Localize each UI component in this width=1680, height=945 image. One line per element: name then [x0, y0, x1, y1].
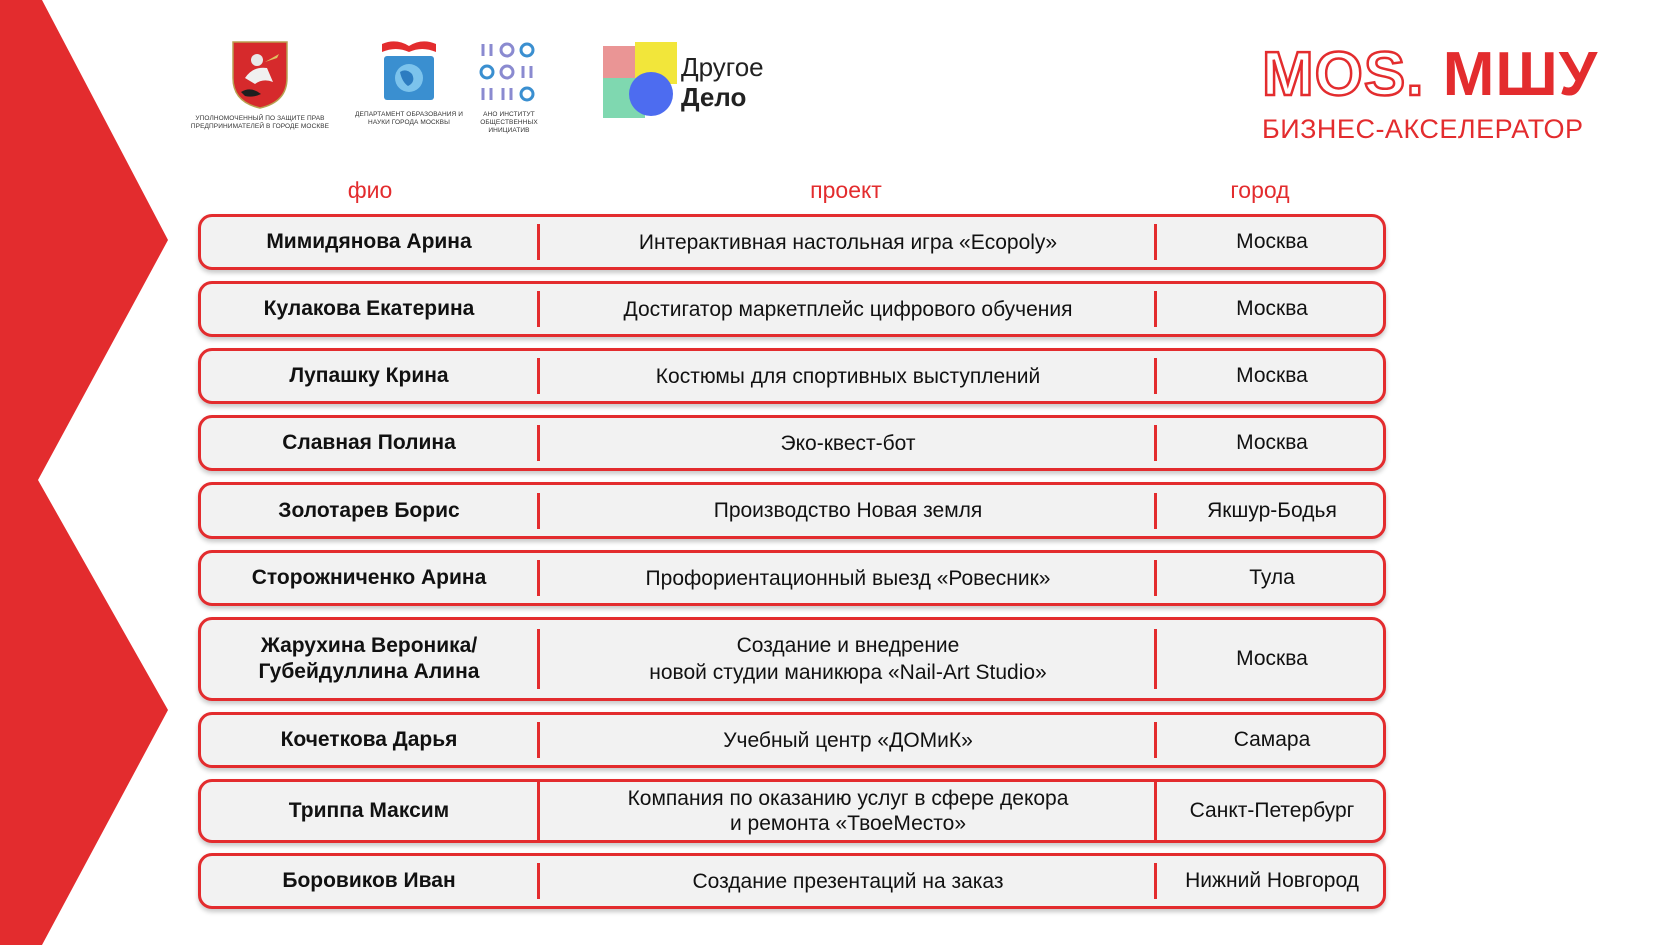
row-project: Эко-квест-бот [780, 431, 916, 455]
header-fio: фио [347, 177, 393, 203]
table-row [198, 550, 1386, 606]
divider [1154, 358, 1157, 394]
row-fio: Мимидянова Арина [266, 230, 472, 253]
table-row [198, 617, 1386, 701]
row-city: Москва [1236, 647, 1308, 670]
moscow-coat-of-arms-icon [223, 38, 297, 110]
divider [537, 224, 540, 260]
table-row [198, 415, 1386, 471]
ano-logo-caption: АНО ИНСТИТУТ ОБЩЕСТВЕННЫХ ИНИЦИАТИВ [480, 111, 538, 134]
row-city: Нижний Новгород [1185, 869, 1359, 892]
row-project: Учебный центр «ДОМиК» [723, 728, 973, 752]
row-city: Москва [1236, 364, 1308, 387]
row-city: Москва [1236, 230, 1308, 253]
table-row [198, 779, 1386, 843]
divider [1154, 781, 1157, 841]
header-project: проект [810, 177, 882, 203]
divider [537, 560, 540, 596]
divider [1154, 493, 1157, 529]
divider [537, 425, 540, 461]
table-row [198, 214, 1386, 270]
education-department-logo [350, 38, 468, 127]
row-fio: Кулакова Екатерина [263, 297, 475, 320]
mos-mshu-brand [1262, 40, 1642, 145]
row-project: Производство Новая земля [713, 499, 983, 522]
row-project: Интерактивная настольная игра «Ecopoly» [638, 230, 1058, 254]
row-fio: Золотарев Борис [278, 498, 460, 522]
row-city: Москва [1236, 431, 1308, 454]
divider [537, 493, 540, 529]
colored-squares-icon [601, 40, 681, 120]
divider [1154, 629, 1157, 689]
row-fio: Кочеткова Дарья [280, 728, 458, 751]
table-row [198, 482, 1386, 539]
brand-subtitle: БИЗНЕС-АКСЕЛЕРАТОР [1262, 114, 1584, 144]
divider [537, 358, 540, 394]
delo-line2: Дело [681, 82, 747, 112]
row-fio: Жарухина Вероника/ Губейдуллина Алина [258, 634, 480, 683]
ano-institute-logo [470, 38, 548, 135]
row-project: Компания по оказанию услуг в сфере декора и ремонта «ТвоеМесто» [627, 787, 1069, 835]
table-row [198, 853, 1386, 909]
row-city: Санкт-Петербург [1189, 799, 1355, 822]
row-project: Создание и внедрение новой студии маникюра «Nail-Art Studio» [649, 634, 1047, 684]
globe-book-icon [378, 38, 440, 106]
divider [537, 781, 540, 841]
row-city: Якшур-Бодья [1207, 498, 1337, 522]
divider [1154, 425, 1157, 461]
brand-mshu: МШУ [1442, 40, 1599, 109]
row-city: Самара [1233, 728, 1311, 751]
divider [537, 291, 540, 327]
row-city: Тула [1249, 566, 1295, 589]
table-row [198, 281, 1386, 337]
row-fio: Боровиков Иван [282, 869, 456, 892]
dept-logo-caption: ДЕПАРТАМЕНТ ОБРАЗОВАНИЯ И НАУКИ ГОРОДА МОСКВЫ [355, 111, 463, 126]
row-fio: Лупашку Крина [289, 364, 449, 387]
divider [537, 863, 540, 899]
divider [1154, 560, 1157, 596]
divider [537, 722, 540, 758]
row-project: Достигатор маркетплейс цифрового обучения [623, 297, 1073, 321]
row-fio: Славная Полина [282, 431, 456, 454]
table-row [198, 712, 1386, 768]
row-project: Профориентационный выезд «Ровесник» [645, 566, 1051, 590]
row-fio: Сторожниченко Арина [251, 566, 487, 589]
row-project: Костюмы для спортивных выступлений [655, 364, 1041, 388]
row-city: Москва [1236, 297, 1308, 320]
divider [537, 629, 540, 689]
row-fio: Триппа Максим [288, 799, 450, 822]
divider [1154, 291, 1157, 327]
institute-pattern-icon [477, 38, 541, 106]
drugoe-delo-logo [601, 40, 791, 136]
header-city: город [1230, 177, 1290, 203]
delo-line1: Другое [681, 52, 764, 82]
row-project: Создание презентаций на заказ [692, 869, 1004, 893]
moscow-logo-caption: УПОЛНОМОЧЕННЫЙ ПО ЗАЩИТЕ ПРАВ ПРЕДПРИНИМАТЕЛЕЙ В ГОРОДЕ МОСКВЕ [190, 115, 330, 130]
divider [1154, 722, 1157, 758]
brand-mos: MOS. [1262, 40, 1425, 109]
divider [1154, 863, 1157, 899]
moscow-ombudsman-logo [186, 38, 334, 131]
table-row [198, 348, 1386, 404]
divider [1154, 224, 1157, 260]
